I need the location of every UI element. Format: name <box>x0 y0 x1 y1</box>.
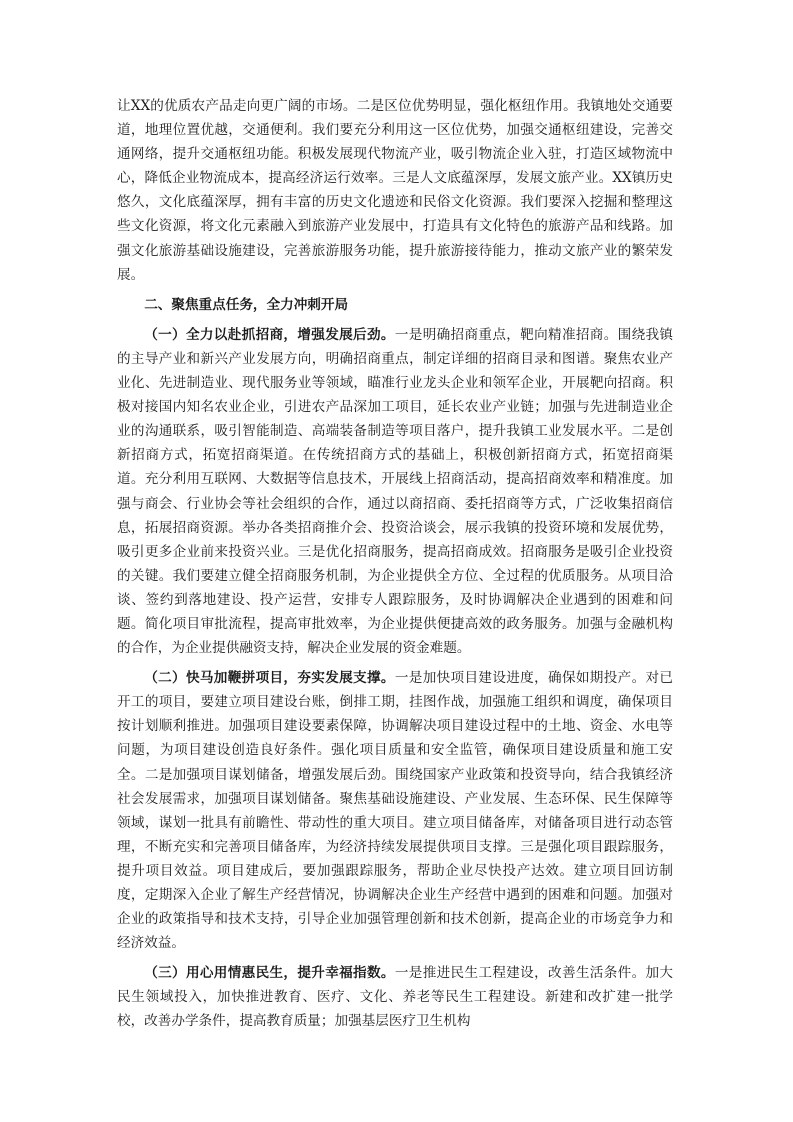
item-body-3: 一是推进民生工程建设，改善生活条件。加大民生领域投入，加快推进教育、医疗、文化、养老等民生工程建设。新建和改扩建一批学校，改善办学条件，提高教育质量；加强基层医疗卫生机构 <box>117 965 674 1030</box>
item-paragraph-3 <box>117 961 673 1033</box>
item-paragraph-2 <box>117 666 673 955</box>
item-body-2: 一是加快项目建设进度，确保如期投产。对已开工的项目，要建立项目建设台账，倒排工期，挂图作战，加强施工组织和调度，确保项目按计划顺利推进。加强项目建设要素保障，协调解决项目建设过程中的土地、资金、水电等问题，为项目建设创造良好条件。强化项目质量和安全监管，确保项目建设质量和施工安全。二是加强项目谋划储备，增强发展后劲。围绕国家产业政策和投资导向，结合我镇经济社会发展需求，加强项目谋划储备。聚焦基础设施建设、产业发展、生态环保、民生保障等领域，谋划一批具有前瞻性、带动性的重大项目。建立项目储备库，对储备项目进行动态管理，不断充实和完善项目储备库，为经济持续发展提供项目支撑。三是强化项目跟踪服务，提升项目效益。项目建成后，要加强跟踪服务，帮助企业尽快投产达效。建立项目回访制度，定期深入企业了解生产经营情况，协调解决企业生产经营中遇到的困难和问题。加强对企业的政策指导和技术支持，引导企业加强管理创新和技术创新，提高企业的市场竞争力和经济效益。 <box>117 670 674 952</box>
section-heading: 二、聚焦重点任务，全力冲刺开局 <box>144 296 349 313</box>
item-lead-3: （三）用心用情惠民生，提升幸福指数。 <box>144 965 395 982</box>
item-body-1: 一是明确招商重点，靶向精准招商。围绕我镇的主导产业和新兴产业发展方向，明确招商重点，制定详细的招商目录和图谱。聚焦农业产业化、先进制造业、现代服务业等领域，瞄准行业龙头企业和领军企业，开展靶向招商。积极对接国内知名农业企业，引进农产品深加工项目，延长农业产业链；加强与先进制造业企业的沟通联系，吸引智能制造、高端装备制造等项目落户，提升我镇工业发展水平。二是创新招商方式，拓宽招商渠道。在传统招商方式的基础上，积极创新招商方式，拓宽招商渠道。充分利用互联网、大数据等信息技术，开展线上招商活动，提高招商效率和精准度。加强与商会、行业协会等社会组织的合作，通过以商招商、委托招商等方式，广泛收集招商信息，拓展招商资源。举办各类招商推介会、投资洽谈会，展示我镇的投资环境和发展优势，吸引更多企业前来投资兴业。三是优化招商服务，提高招商成效。招商服务是吸引企业投资的关键。我们要建立健全招商服务机制，为企业提供全方位、全过程的优质服务。从项目洽谈、签约到落地建设、投产运营，安排专人跟踪服务，及时协调解决企业遇到的困难和问题。简化项目审批流程，提高审批效率，为企业提供便捷高效的政务服务。加强与金融机构的合作，为企业提供融资支持，解决企业发展的资金难题。 <box>117 326 674 657</box>
paragraph-continuation: 让XX的优质农产品走向更广阔的市场。二是区位优势明显，强化枢纽作用。我镇地处交通要道，地理位置优越，交通便利。我们要充分利用这一区位优势，加强交通枢纽建设，完善交通网络，提升交通枢纽功能。积极发展现代物流产业，吸引物流企业入驻，打造区域物流中心，降低企业物流成本，提高经济运行效率。三是人文底蕴深厚，发展文旅产业。XX镇历史悠久，文化底蕴深厚，拥有丰富的历史文化遗迹和民俗文化资源。我们要深入挖掘和整理这些文化资源，将文化元素融入到旅游产业发展中，打造具有文化特色的旅游产品和线路。加强文化旅游基础设施建设，完善旅游服务功能，提升旅游接待能力，推动文旅产业的繁荣发展。 <box>117 98 673 283</box>
document-page <box>117 94 673 1034</box>
item-paragraph-1 <box>117 323 673 660</box>
item-lead-2: （二）快马加鞭拼项目，夯实发展支撑。 <box>144 670 395 687</box>
item-lead-1: （一）全力以赴抓招商，增强发展后劲。 <box>144 326 395 343</box>
